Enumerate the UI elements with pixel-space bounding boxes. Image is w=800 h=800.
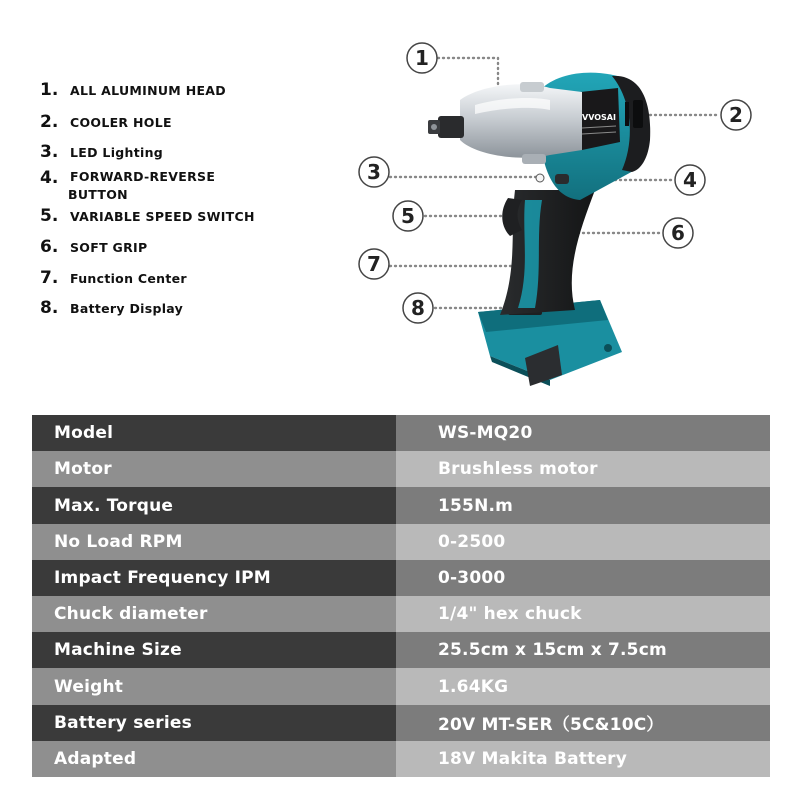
spec-key: Max. Torque: [32, 487, 396, 523]
spec-row-chuck: [32, 596, 770, 632]
callout-8: [403, 293, 433, 323]
feature-number: 6.: [40, 237, 59, 257]
feature-item: [40, 80, 226, 100]
chuck-socket-icon: [431, 124, 437, 130]
svg-text:4: 4: [683, 168, 697, 192]
spec-value: 1.64KG: [396, 668, 770, 704]
svg-text:1: 1: [415, 46, 429, 70]
impact-driver-image: [350, 30, 780, 400]
head-ring: [520, 82, 544, 92]
callout-5: [393, 201, 423, 231]
feature-label: COOLER HOLE: [70, 115, 172, 130]
spec-key: Weight: [32, 668, 396, 704]
spec-key: Chuck diameter: [32, 596, 396, 632]
svg-text:6: 6: [671, 221, 685, 245]
spec-row-motor: [32, 451, 770, 487]
spec-table: [32, 415, 770, 777]
svg-text:5: 5: [401, 204, 415, 228]
spec-value: 155N.m: [396, 487, 770, 523]
spec-value: 0-3000: [396, 560, 770, 596]
brand-logo: VVOSAI: [582, 113, 616, 122]
spec-value: WS-MQ20: [396, 415, 770, 451]
feature-label: ALL ALUMINUM HEAD: [70, 83, 226, 98]
spec-key: Adapted: [32, 741, 396, 777]
spec-key: Impact Frequency IPM: [32, 560, 396, 596]
feature-item: [40, 237, 147, 257]
cooler-hole-icon: [633, 100, 643, 128]
spec-row-torque: [32, 487, 770, 523]
spec-value: Brushless motor: [396, 451, 770, 487]
feature-item: [40, 298, 183, 318]
product-illustration: [350, 30, 780, 400]
spec-value: 0-2500: [396, 524, 770, 560]
feature-number: 5.: [40, 206, 59, 226]
spec-value: 25.5cm x 15cm x 7.5cm: [396, 632, 770, 668]
feature-item: [40, 142, 163, 162]
feature-number: 3.: [40, 142, 59, 162]
spec-row-weight: [32, 668, 770, 704]
spec-value: 20V MT-SER（5C&10C）: [396, 705, 770, 741]
feature-number: 8.: [40, 298, 59, 318]
feature-item: [40, 206, 255, 226]
svg-text:7: 7: [367, 252, 381, 276]
feature-label-group: [70, 168, 215, 204]
spec-value: 1/4" hex chuck: [396, 596, 770, 632]
forward-reverse-button: [555, 174, 569, 184]
feature-label: FORWARD-REVERSE: [70, 169, 216, 184]
feature-item: [40, 168, 215, 204]
spec-row-battery-series: [32, 705, 770, 741]
aluminum-head: [460, 84, 582, 158]
feature-number: 7.: [40, 268, 59, 288]
feature-item: [40, 112, 172, 132]
feature-number: 4.: [40, 168, 59, 188]
feature-label-line2: BUTTON: [68, 187, 128, 202]
spec-key: Battery series: [32, 705, 396, 741]
feature-number: 1.: [40, 80, 59, 100]
svg-text:3: 3: [367, 160, 381, 184]
spec-row-adapted: [32, 741, 770, 777]
spec-row-rpm: [32, 524, 770, 560]
spec-row-size: [32, 632, 770, 668]
callout-6: [663, 218, 693, 248]
feature-label: Function Center: [70, 271, 187, 286]
svg-text:8: 8: [411, 296, 425, 320]
hang-hole-icon: [604, 344, 612, 352]
feature-label: SOFT GRIP: [70, 240, 148, 255]
feature-label: VARIABLE SPEED SWITCH: [70, 209, 255, 224]
svg-text:2: 2: [729, 103, 743, 127]
led-light-icon: [536, 174, 544, 182]
hex-chuck: [438, 116, 464, 138]
spec-key: Motor: [32, 451, 396, 487]
feature-label: Battery Display: [70, 301, 184, 316]
spec-key: No Load RPM: [32, 524, 396, 560]
callout-2: [721, 100, 751, 130]
spec-row-ipm: [32, 560, 770, 596]
feature-label: LED Lighting: [70, 145, 164, 160]
spec-value: 18V Makita Battery: [396, 741, 770, 777]
callout-4: [675, 165, 705, 195]
spec-row-model: [32, 415, 770, 451]
spec-key: Machine Size: [32, 632, 396, 668]
callout-7: [359, 249, 389, 279]
feature-number: 2.: [40, 112, 59, 132]
spec-key: Model: [32, 415, 396, 451]
feature-item: [40, 268, 187, 288]
callout-1: [407, 43, 437, 73]
callout-3: [359, 157, 389, 187]
